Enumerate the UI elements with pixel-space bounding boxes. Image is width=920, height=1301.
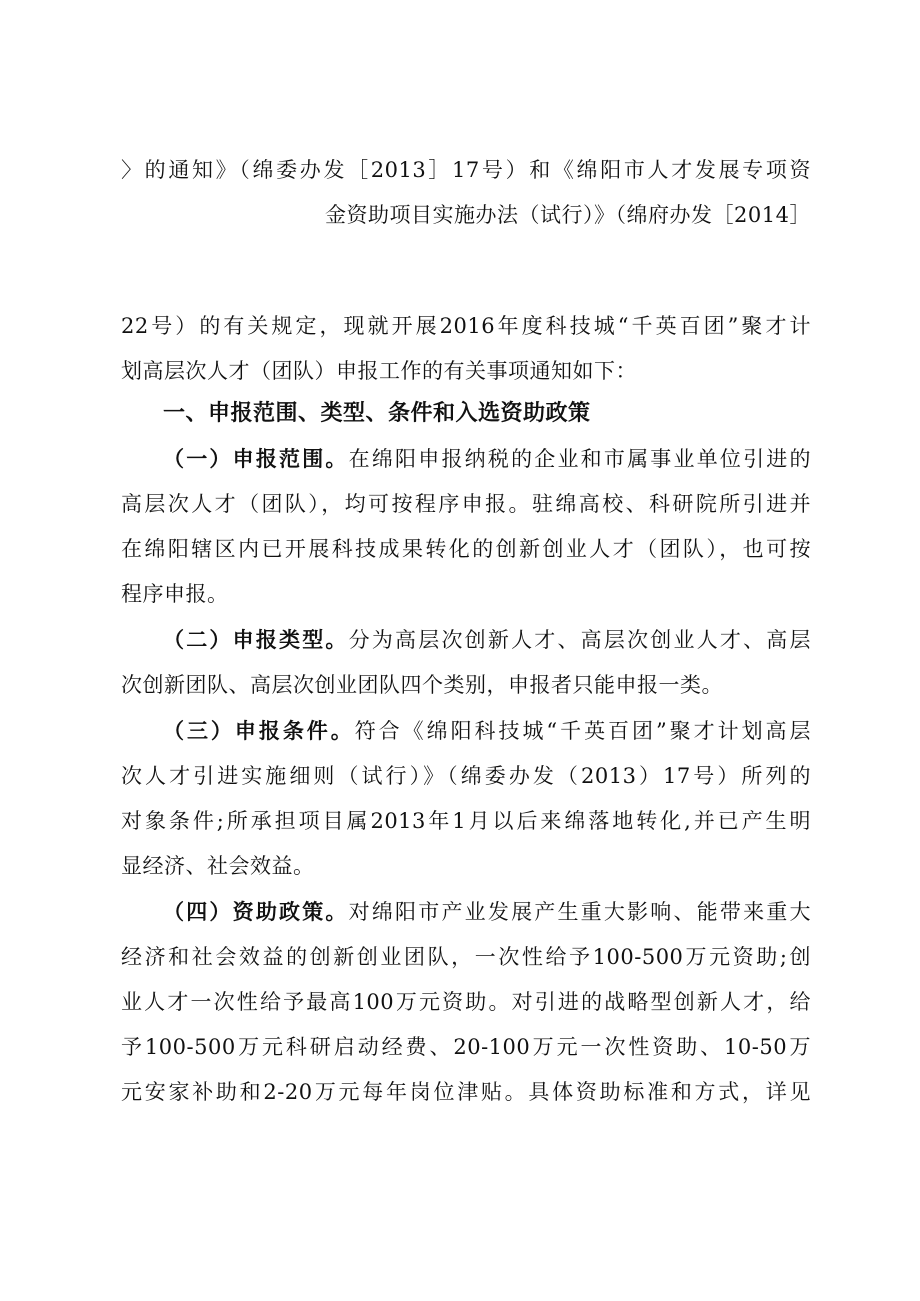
item-1-first-line (163, 445, 811, 473)
item-4-first-line (163, 898, 811, 926)
item-4-title: （四）资助政策。 (163, 900, 349, 924)
item-3-first-line (163, 717, 811, 745)
intro-line-1: 22号）的有关规定，现就开展2016年度科技城“千英百团”聚才计 (121, 314, 811, 338)
item-3-line-4: 显经济、社会效益。 (121, 854, 315, 878)
item-3-text: 符合《绵阳科技城“千英百团”聚才计划高层 (354, 719, 811, 743)
item-4-line-3: 业人才一次性给予最高100万元资助。对引进的战略型创新人才，给 (121, 990, 811, 1014)
item-4-line-5: 元安家补助和2-20万元每年岗位津贴。具体资助标准和方式，详见 (121, 1080, 811, 1104)
header-fragment-line-2: 金资助项目实施办法（试行）》（绵府办发［2014］ (325, 203, 811, 227)
intro-line-2: 划高层次人才（团队）申报工作的有关事项通知如下： (121, 359, 637, 383)
item-1-title: （一）申报范围。 (163, 447, 349, 471)
item-1-line-2: 高层次人才（团队），均可按程序申报。驻绵高校、科研院所引进并 (121, 492, 811, 516)
item-2-text: 分为高层次创新人才、高层次创业人才、高层 (348, 628, 812, 652)
item-4-text: 对绵阳市产业发展产生重大影响、能带来重大 (348, 900, 812, 924)
item-4-line-2: 经济和社会效益的创新创业团队，一次性给予100-500万元资助;创 (121, 945, 811, 969)
section-heading: 一、申报范围、类型、条件和入选资助政策 (163, 401, 591, 426)
item-3-line-3: 对象条件;所承担项目属2013年1月以后来绵落地转化,并已产生明 (121, 809, 811, 833)
item-4-line-4: 予100-500万元科研启动经费、20-100万元一次性资助、10-50万 (121, 1035, 811, 1059)
item-3-line-2: 次人才引进实施细则（试行）》（绵委办发（2013）17号）所列的 (121, 764, 811, 788)
item-2-line-2: 次创新团队、高层次创业团队四个类别，申报者只能申报一类。 (121, 673, 723, 697)
item-1-line-4: 程序申报。 (121, 582, 229, 606)
item-1-text: 在绵阳申报纳税的企业和市属事业单位引进的 (348, 447, 812, 471)
item-2-title: （二）申报类型。 (163, 628, 349, 652)
header-fragment-line-1: 〉的通知》（绵委办发［2013］17号）和《绵阳市人才发展专项资 (121, 158, 811, 182)
item-2-first-line (163, 626, 811, 654)
item-1-line-3: 在绵阳辖区内已开展科技成果转化的创新创业人才（团队），也可按 (121, 537, 811, 561)
item-3-title: （三）申报条件。 (163, 719, 355, 743)
